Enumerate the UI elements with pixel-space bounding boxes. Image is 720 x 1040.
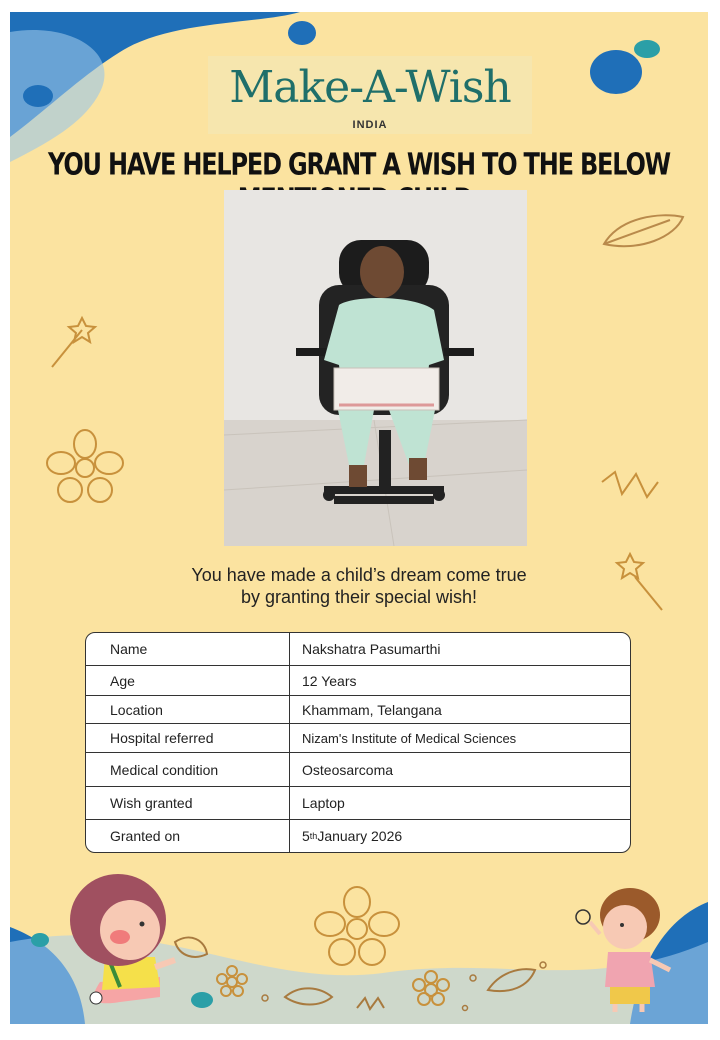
logo-wordmark: Make-A-Wish <box>229 62 511 113</box>
wish-details-table <box>85 632 631 853</box>
granted-day-suffix: th <box>309 831 318 841</box>
leaf-doodle-icon <box>604 215 683 246</box>
label-age: Age <box>86 666 290 695</box>
top-right-blue-oval <box>590 50 642 94</box>
label-name: Name <box>86 633 290 665</box>
page-headline: YOU HAVE HELPED GRANT A WISH TO THE BELOW <box>48 147 670 182</box>
label-hospital: Hospital referred <box>86 724 290 752</box>
logo-subtitle: INDIA <box>352 119 388 131</box>
label-wish-granted: Wish granted <box>86 787 290 819</box>
value-name: Nakshatra Pasumarthi <box>302 641 441 657</box>
table-row-location <box>86 696 630 724</box>
table-row-age <box>86 666 630 696</box>
child-photo <box>224 190 527 546</box>
magic-wand-icon-left <box>52 318 95 367</box>
value-hospital: Nizam's Institute of Medical Sciences <box>302 730 517 746</box>
flower-doodle-icon-left <box>47 430 123 502</box>
child-photo-illustration <box>224 190 527 546</box>
table-row-hospital <box>86 724 630 753</box>
granted-day: 5 <box>302 828 310 844</box>
label-location: Location <box>86 696 290 723</box>
granted-month-year: January 2026 <box>317 828 403 844</box>
value-age: 12 Years <box>302 672 357 689</box>
value-wish-granted: Laptop <box>302 795 345 811</box>
message-line-2: by granting their special wish! <box>240 587 478 607</box>
bottom-blue-oval <box>191 992 213 1008</box>
message-line-1: You have made a child’s dream come true <box>191 565 527 585</box>
value-medical-condition: Osteosarcoma <box>302 761 394 778</box>
value-granted-on <box>290 820 630 852</box>
flower-doodle-icon-bottom <box>315 887 399 965</box>
label-granted-on: Granted on <box>86 820 290 852</box>
top-center-blue-oval <box>288 21 316 45</box>
top-left-blue-oval <box>23 85 53 107</box>
table-row-wish-granted <box>86 787 630 820</box>
bottom-left-teal-oval <box>31 933 49 947</box>
table-row-granted-on <box>86 820 630 852</box>
table-row-name <box>86 633 630 666</box>
certificate-page <box>10 12 708 1024</box>
label-medical-condition: Medical condition <box>86 753 290 786</box>
make-a-wish-logo <box>208 56 532 134</box>
top-right-teal-oval <box>634 40 660 58</box>
zigzag-doodle-icon <box>602 472 658 497</box>
thank-you-message <box>10 564 708 608</box>
value-location: Khammam, Telangana <box>302 701 442 718</box>
table-row-medical-condition <box>86 753 630 787</box>
